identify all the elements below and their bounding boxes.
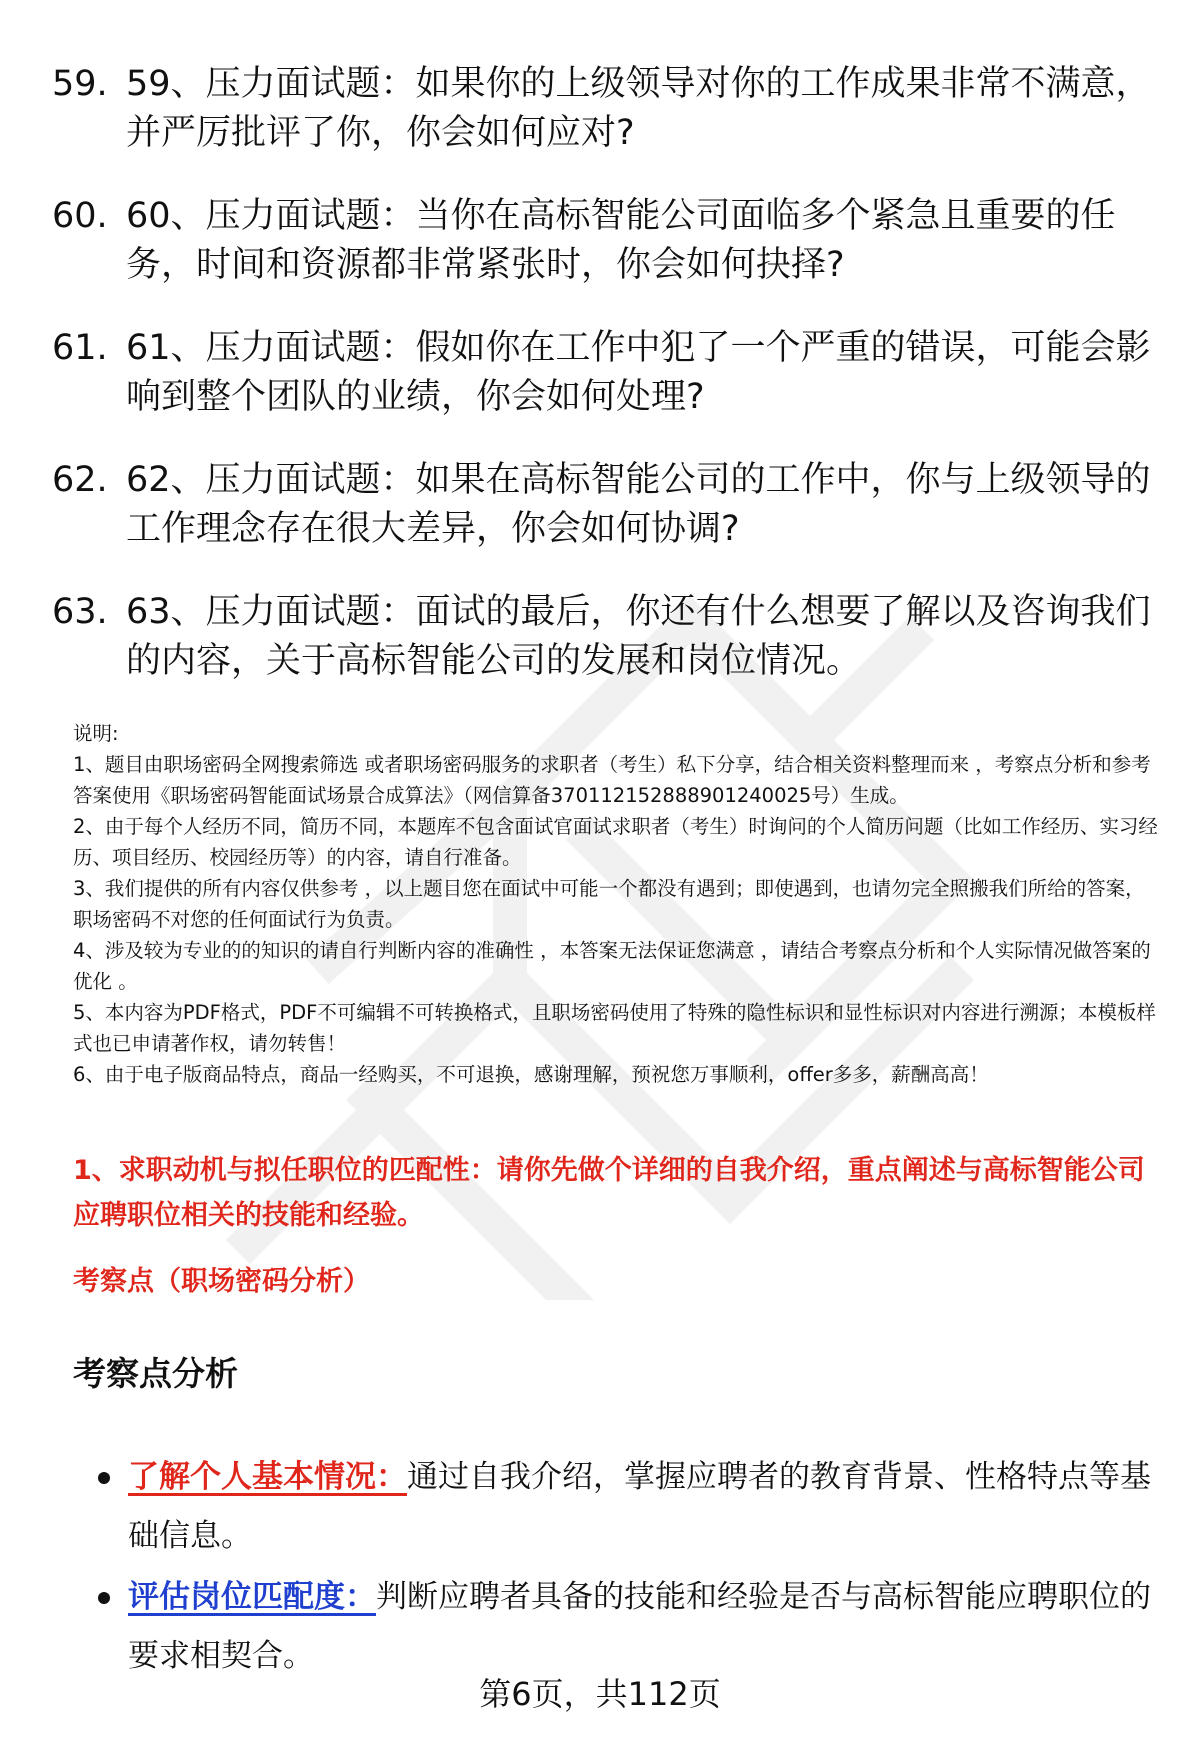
question-number: 63. bbox=[52, 592, 108, 632]
question-item bbox=[52, 324, 1162, 422]
question-number: 60. bbox=[52, 196, 108, 236]
note-item: 4、涉及较为专业的的知识的请自行判断内容的准确性 ，本答案无法保证您满意 ，请结合考察点分析和个人实际情况做答案的优化 。 bbox=[73, 939, 1151, 993]
bullet-label: 评估岗位匹配度： bbox=[128, 1579, 376, 1615]
question-item bbox=[52, 456, 1162, 554]
question-text: 63、压力面试题：面试的最后，你还有什么想要了解以及咨询我们的内容，关于高标智能公司的发展和岗位情况。 bbox=[126, 592, 1151, 681]
notes-heading: 说明: bbox=[73, 722, 119, 745]
disclaimer-notes bbox=[73, 718, 1163, 1090]
analysis-bullet-list bbox=[96, 1448, 1166, 1688]
bullet-dot-icon bbox=[96, 1448, 128, 1566]
question-number: 62. bbox=[52, 460, 108, 500]
note-item: 1、题目由职场密码全网搜索筛选 或者职场密码服务的求职者（考生）私下分享，结合相关资料整理而来 ，考察点分析和参考答案使用《职场密码智能面试场景合成算法》（网信算备370112152888901240025号）生成。 bbox=[73, 753, 1151, 807]
question-number: 59. bbox=[52, 64, 108, 104]
note-item: 6、由于电子版商品特点，商品一经购买，不可退换，感谢理解，预祝您万事顺利，offer多多，薪酬高高！ bbox=[73, 1063, 989, 1086]
interview-question-title: 1、求职动机与拟任职位的匹配性：请你先做个详细的自我介绍，重点阐述与高标智能公司应聘职位相关的技能和经验。 bbox=[73, 1155, 1145, 1231]
question-list bbox=[52, 60, 1162, 720]
bullet-dot-icon bbox=[96, 1568, 128, 1686]
bullet-text: 通过自我介绍，掌握应聘者的教育背景、性格特点等基础信息。 bbox=[128, 1459, 1151, 1554]
list-item bbox=[96, 1568, 1166, 1686]
question-text: 61、压力面试题：假如你在工作中犯了一个严重的错误，可能会影响到整个团队的业绩，你会如何处理? bbox=[126, 328, 1151, 417]
bullet-label: 了解个人基本情况： bbox=[128, 1459, 407, 1495]
question-item bbox=[52, 60, 1162, 158]
question-text: 62、压力面试题：如果在高标智能公司的工作中，你与上级领导的工作理念存在很大差异，你会如何协调? bbox=[126, 460, 1151, 549]
note-item: 2、由于每个人经历不同，简历不同，本题库不包含面试官面试求职者（考生）时询问的个人简历问题（比如工作经历、实习经历、项目经历、校园经历等）的内容，请自行准备。 bbox=[73, 815, 1158, 869]
page-number: 第6页，共112页 bbox=[479, 1675, 721, 1713]
bullet-text: 判断应聘者具备的技能和经验是否与高标智能应聘职位的要求相契合。 bbox=[128, 1579, 1151, 1674]
analysis-tag: 考察点（职场密码分析） bbox=[73, 1266, 370, 1297]
note-item: 5、本内容为PDF格式，PDF不可编辑不可转换格式，且职场密码使用了特殊的隐性标识和显性标识对内容进行溯源；本模板样式也已申请著作权，请勿转售！ bbox=[73, 1001, 1156, 1055]
question-number: 61. bbox=[52, 328, 108, 368]
question-text: 59、压力面试题：如果你的上级领导对你的工作成果非常不满意，并严厉批评了你，你会如何应对? bbox=[126, 64, 1151, 153]
question-item bbox=[52, 588, 1162, 686]
note-item: 3、我们提供的所有内容仅供参考 ，以上题目您在面试中可能一个都没有遇到；即使遇到，也请勿完全照搬我们所给的答案，职场密码不对您的任何面试行为负责。 bbox=[73, 877, 1145, 931]
question-text: 60、压力面试题：当你在高标智能公司面临多个紧急且重要的任务，时间和资源都非常紧张时，你会如何抉择? bbox=[126, 196, 1116, 285]
section-title: 考察点分析 bbox=[73, 1354, 238, 1393]
question-item bbox=[52, 192, 1162, 290]
list-item bbox=[96, 1448, 1166, 1566]
